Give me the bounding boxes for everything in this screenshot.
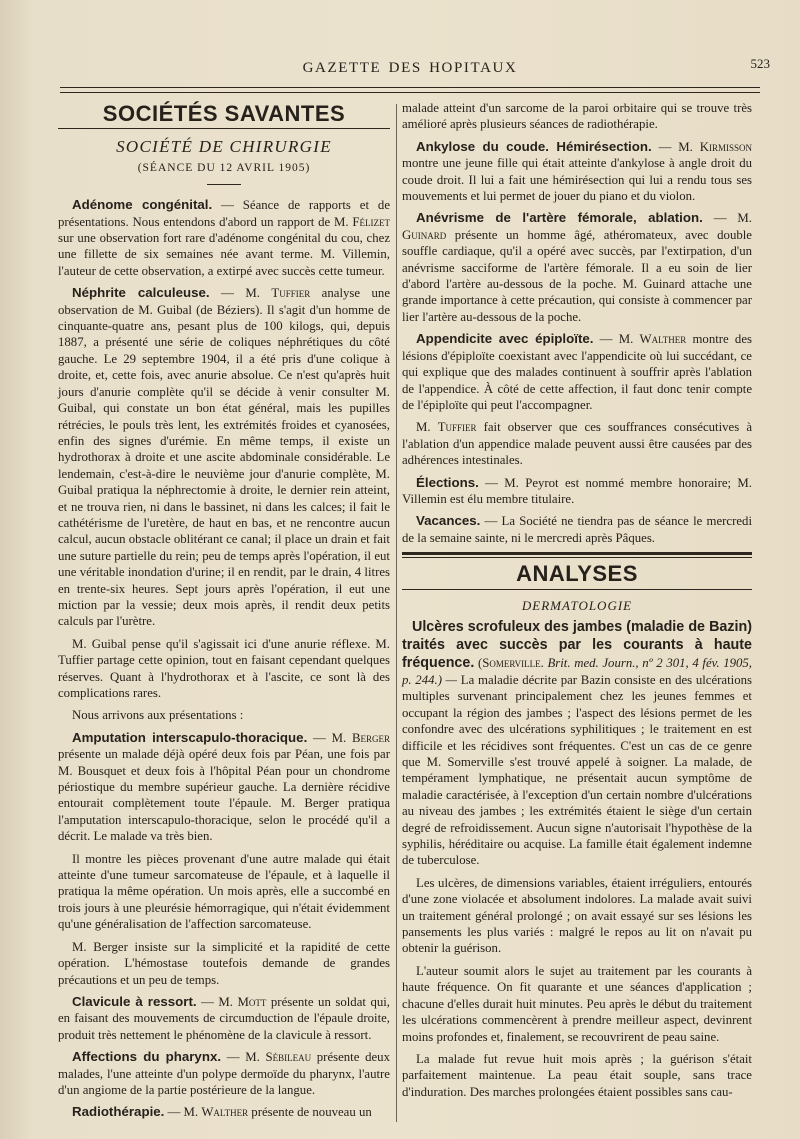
paragraph-text: — M. [651, 139, 700, 154]
paragraph-lead: Vacances. [416, 513, 481, 529]
section-rule [402, 589, 752, 590]
column-divider [396, 104, 397, 1122]
paragraph-pharynx [58, 1049, 390, 1098]
paragraph-vacances [402, 513, 752, 546]
paragraph-ankylose [402, 139, 752, 205]
author-name: Félizet [352, 214, 390, 229]
paragraph-text: fait observer que ces souffrances consécutives à l'ablation d'un appendice malade peuvent aussi être causées par des adhérences intestinales. [402, 420, 752, 468]
short-rule [207, 184, 241, 185]
author-name: Kirmisson [699, 139, 752, 154]
paragraph-appendicite [402, 331, 752, 413]
paragraph-lead: Néphrite calculeuse. [72, 285, 210, 301]
section-title: SOCIÉTÉS SAVANTES [102, 101, 346, 126]
session-date: (SÉANCE DU 12 AVRIL 1905) [137, 161, 311, 174]
paragraph-text: — M. [196, 994, 238, 1009]
paragraph-lead: Ankylose du coude. Hémirésection. [416, 138, 652, 154]
paragraph-radiotherapie [58, 1104, 390, 1120]
paragraph-anevrisme [402, 210, 752, 325]
paragraph-continued: malade atteint d'un sarcome de la paroi orbitaire qui se trouve très amélioré après plusieurs séances de radiothérapie. [402, 101, 752, 132]
paragraph-lead: Radiothérapie. [72, 1104, 165, 1120]
section-rule [402, 557, 752, 558]
paragraph-text: — M. [702, 211, 752, 226]
author-name: Walther [639, 332, 687, 347]
page-number: 523 [750, 56, 770, 71]
paragraph-nephrite [58, 285, 390, 630]
paragraph-text: — M. [593, 332, 640, 347]
paragraph-lead: Anévrisme de l'artère fémorale, ablation. [416, 210, 703, 226]
paragraph: Il montre les pièces provenant d'une autre malade qui était atteinte d'une tumeur sarcomateuse de l'épaule, et à laquelle il pratiqua la même opération. Un mois après, elle a succombé en trois jours à une pleurésie hémorragique, qui n'était évidemment qu'une généralisation de l'affection sarcomateuse. [58, 851, 390, 932]
paragraph: La malade fut revue huit mois après ; la guérison s'était parfaitement maintenue. La peau était souple, sans trace d'induration. Des marches prolongées étaient possibles sans cau- [402, 1051, 752, 1099]
paragraph-text: montre une jeune fille qui était atteinte d'ankylose à angle droit du coude droit. Il lui a fait une hémirésection qui lui a rendu tous ses mouvements et lui permet de jouer du piano et du violon. [402, 156, 752, 204]
paragraph-text: — M. Peyrot est nommé membre honoraire; M. Villemin est élu membre titulaire. [402, 475, 752, 506]
paragraph-adenome [58, 197, 390, 279]
paragraph-text: sur une observation fort rare d'adénome congénital du cou, chez une fillette de six semaines née avant terme. M. Villemin, l'auteur de cette observation, a extirpé avec succès cette tumeur. [58, 231, 390, 278]
subsection-title: DERMATOLOGIE [521, 597, 633, 613]
paragraph: Nous arrivons aux présentations : [72, 708, 244, 723]
left-column [58, 100, 390, 1127]
paragraph-text: présente un soldat qui, en faisant des mouvements de circumduction de l'épaule droite, produit très nettement le phénomène de la clavicule à ressort. [58, 994, 390, 1042]
author-name: Berger [351, 730, 390, 745]
paragraph-text: — La Société ne tiendra pas de séance le mercredi de la semaine sainte, ni le mercredi après Pâques. [402, 514, 752, 545]
paragraph-lead: Élections. [416, 474, 479, 490]
page-header [50, 56, 770, 82]
paragraph-lead: Amputation interscapulo-thoracique. [72, 729, 308, 745]
author-name: Mott [237, 994, 267, 1009]
paragraph-text: — Séance de rapports et de présentations. Nous entendons d'abord un rapport de M. [58, 198, 390, 229]
paragraph-text: La maladie décrite par Bazin consiste en des ulcérations multiples survenant principalement chez les jeunes femmes et occupant la région des jambes ; l'aspect des lésions permet de les confondre avec des ulcérations syphilitiques ; le traitement en est difficile et les récidives sont fréquentes. C'est un cas de ce genre que M. Somerville s'est trouvé appelé à soigner. La malade, de tempérament lymphatique, ne présentait aucun symptôme de maladie caractérisée, à l'exception d'un certain nombre d'ulcérations au niveau des jambes ; les extrémités étaient le siège d'un certain degré de refroidissement. Aucun signe n'autorisait l'hypothèse de la syphilis, héréditaire ou acquise. La famille était également indemne de tuberculose. [402, 672, 752, 868]
journal-title: GAZETTE DES HOPITAUX [302, 60, 518, 76]
paragraph-text: — M. [164, 1105, 202, 1120]
paragraph-lead: Affections du pharynx. [72, 1049, 222, 1065]
paragraph-text: montre des lésions d'épiploïte coexistant avec l'appendicite où lui succédant, ce qui explique que des malades continuent à souffrir après l'ablation de l'appendice. À côté de cette affection, il faut donc tenir compte de l'épiploïte qui peut l'accompagner. [402, 332, 752, 412]
right-column [402, 100, 752, 1106]
article-title: Ulcères scrofuleux des jambes (maladie de Bazin) traités avec succès par les courants à haute fréquence. [402, 618, 752, 671]
subsection-title: SOCIÉTÉ DE CHIRURGIE [116, 137, 332, 157]
paragraph-lead: Adénome congénital. [72, 197, 213, 213]
paragraph-lead: Appendicite avec épiploïte. [416, 331, 594, 347]
paragraph-text: M. [416, 420, 438, 435]
paragraph-text: présente un malade déjà opéré deux fois par Péan, une fois par M. Bousquet et deux fois à l'hôpital Péan pour un chondrome périostique du membre supérieur gauche. La dernière récidive entourait complètement toute l'épaule. M. Berger pratiqua l'amputation interscapulo-thoracique, selon le procédé qu'il a décrit. Le malade va très bien. [58, 747, 390, 844]
paragraph: Les ulcères, de dimensions variables, étaient irréguliers, entourés d'une zone violacée et absolument indolores. La malade avait suivi un traitement général prolongé ; on avait essayé sur ses lésions les pansements les plus variés : malgré le repos au lit on n'avait pu obtenir la guérison. [402, 875, 752, 956]
author-name: Sébileau [265, 1050, 312, 1065]
paragraph-text: — M. [307, 730, 352, 745]
article-intro: Ulcères scrofuleux des jambes (maladie de Bazin) traités avec succès par les courants à haute fréquence. (Somerville. Brit. med. Journ., nº 2 301, 4 fév. 1905, p. 244.) — La maladie décrite par Bazin consiste en des ulcérations multiples survenant principalement chez les jeunes femmes et occupant la région des jambes ; l'aspect des lésions permet de les confondre avec des ulcérations syphilitiques ; le traitement en est difficile et les récidives sont fréquentes. C'est un cas de ce genre que M. Somerville s'est trouvé appelé à soigner. La malade, de tempérament lymphatique, ne présentait aucun symptôme de maladie caractérisée, à l'exception d'un certain nombre d'ulcérations au niveau des jambes ; les extrémités étaient le siège d'un certain degré de refroidissement. Aucun signe n'autorisait l'hypothèse de la syphilis, héréditaire ou acquise. La famille était également indemne de tuberculose. [402, 618, 752, 868]
paragraph-text: présente un homme âgé, athéromateux, avec double souffle cardiaque, qu'il a opéré avec succès, par l'extirpation, d'un anévrisme sacciforme de l'artère fémorale. Il a eu soin de lier d'abord l'artère au-dessous de la poche. M. Guinard attache une grande importance à cette précaution, qui consiste à commencer par lier l'artère au-dessous de la poche. [402, 227, 752, 324]
author-name: Tuffier [271, 286, 311, 301]
paragraph-elections [402, 475, 752, 508]
paragraph-tuffier [402, 419, 752, 468]
header-rule [60, 87, 760, 93]
paragraph: M. Berger insiste sur la simplicité et la rapidité de cette opération. L'hémostase toutefois demande de grandes précautions et un peu de temps. [58, 939, 390, 987]
paragraph-text: — M. [221, 1050, 266, 1065]
paragraph-text: analyse une observation de M. Guibal (de Béziers). Il s'agit d'un homme de cinquante-quatre ans, pesant plus de 100 kilogs, qui, depuis 1887, a présenté une série de coliques néphrétiques du côté gauche. Le 29 septembre 1904, il a été pris d'une colique à droite, et, cette fois, avec anurie absolue. Ce n'est qu'après huit jours d'anurie complète qu'il se décide à venir consulter M. Guibal, qui constate un bon état général, mais les pupilles rétrécies, le pouls très lent, les extrémités froides et cyanosées, enfin des signes d'urémie. En même temps, il existe un hydrothorax à droite et une ascite abdominale considérable. Le lendemain, c'est-à-dire le neuvième jour d'anurie complète, M. Guibal pratiqua la néphrectomie à droite, le dernier rein atteint, et ne trouva rien, ni dans le bassinet, ni dans les calces; il fait le cathétérisme de l'uretère, de haut en bas, et ne rencontre aucun calcul, aucun obstacle oblitérant ce canal; il place un drain et fait une suture partielle du rein; peu de temps après l'opération, il eut une véritable inondation d'urine; il en rendit, par le drain, 4 litres en trente-six heures. Sept jours après l'opération, il eut une miction par la vessie; deux mois après, il rendit deux petits calculs par l'urètre. [58, 286, 391, 629]
author-name: Somerville. [482, 655, 544, 670]
paragraph-text: présente de nouveau un [248, 1105, 372, 1120]
paragraph-amputation [58, 730, 390, 845]
author-name: Walther [201, 1105, 249, 1120]
paragraph: L'auteur soumit alors le sujet au traitement par les courants à haute fréquence. On fit quarante et une séances d'application ; chacune d'elles durait huit minutes. Peu après le début du traitement les ulcérations commencèrent à prendre meilleur aspect, devinrent moins profondes et, finalement, se recouvrirent de peau saine. [402, 963, 752, 1044]
paragraph: M. Guibal pense qu'il s'agissait ici d'une anurie réflexe. M. Tuffier partage cette opinion, tout en faisant cependant quelques réserves. Quant à l'hydrothorax et à l'ascite, ce sont là des complications rares. [58, 636, 390, 700]
paragraph-clavicule [58, 994, 390, 1043]
paragraph-text: — M. [209, 286, 272, 301]
paragraph-text: présente deux malades, l'une atteinte d'un polype dermoïde du pharynx, l'autre d'un angiome de la partie postérieure de la langue. [58, 1050, 390, 1097]
article-reference: Brit. med. Journ., nº 2 301, 4 fév. 1905, p. 244.) — [402, 655, 752, 687]
author-name: Tuffier [437, 420, 477, 435]
section-title: ANALYSES [516, 561, 638, 587]
paragraph-lead: Clavicule à ressort. [72, 993, 197, 1009]
section-rule [58, 128, 390, 129]
section-rule [402, 552, 752, 555]
author-name: Guinard [402, 227, 447, 242]
